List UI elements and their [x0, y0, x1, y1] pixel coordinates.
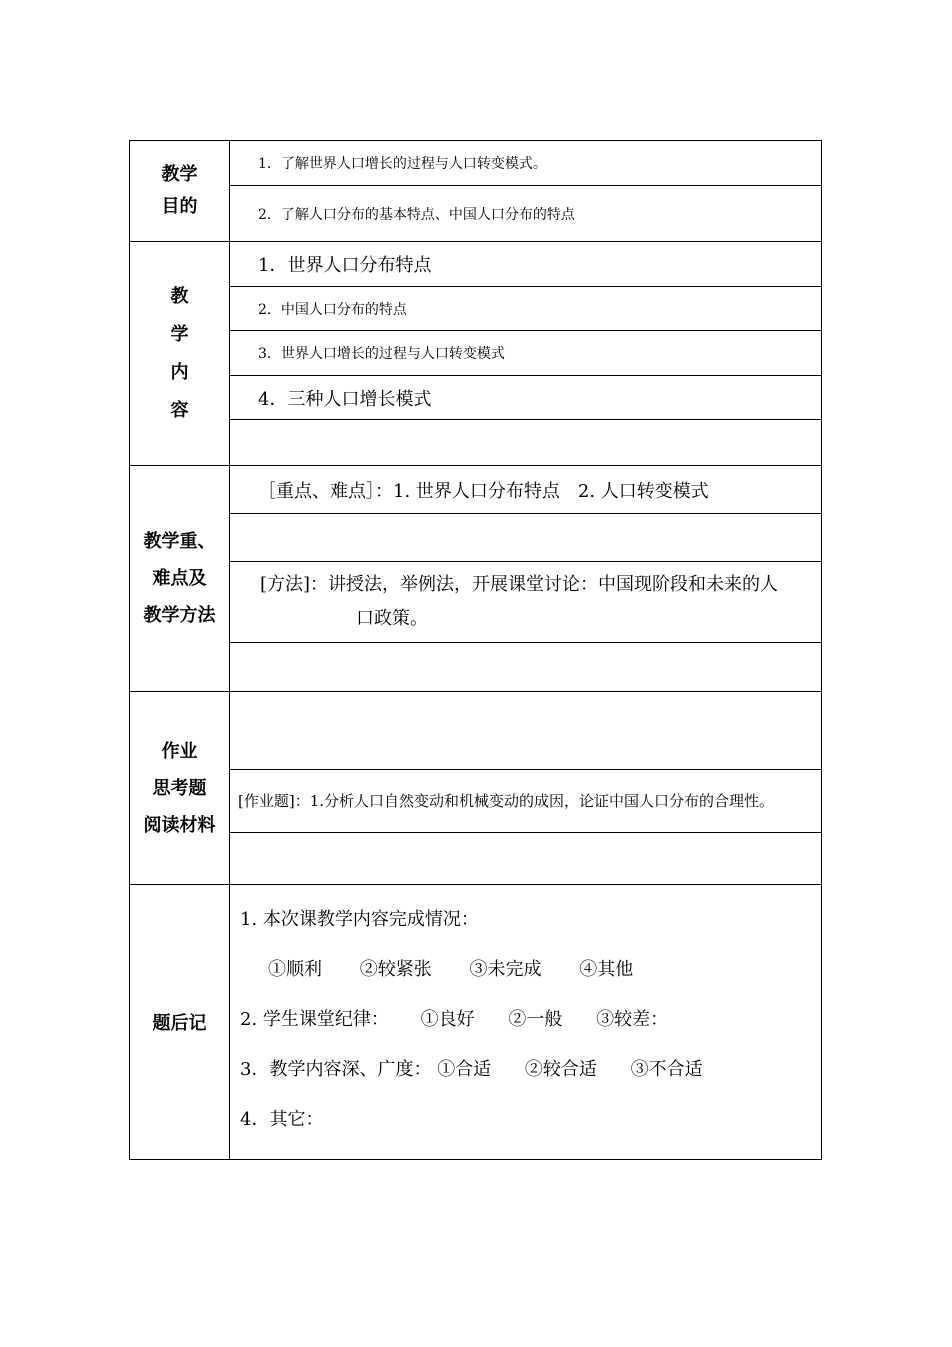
content-item-1: 1．世界人口分布特点	[230, 242, 822, 287]
notes-q1	[240, 895, 813, 945]
focus-row-1	[130, 466, 822, 514]
notes-q2	[240, 995, 813, 1045]
content-row-3	[130, 331, 822, 376]
homework-label-line-3: 阅读材料	[143, 814, 216, 836]
q3-option-2: ②较合适	[524, 1059, 597, 1080]
q2-option-2: ②一般	[508, 1009, 563, 1030]
objectives-label-line-2: 目的	[161, 196, 198, 217]
q1-option-1: ①顺利	[268, 959, 322, 980]
objectives-row-1	[130, 141, 822, 186]
content-label-line-3: 内	[170, 361, 189, 383]
homework-row-1	[130, 692, 822, 770]
content-item-3: 3．世界人口增长的过程与人口转变模式	[230, 331, 822, 376]
homework-label-line-1: 作业	[161, 740, 198, 762]
notes-q1-options	[240, 945, 813, 995]
content-row-5	[130, 420, 822, 466]
q3-option-1: ①合适	[437, 1059, 492, 1080]
objectives-label	[130, 141, 230, 242]
objective-item-2: 2．了解人口分布的基本特点、中国人口分布的特点	[230, 186, 822, 242]
teaching-method-line-2: 口政策。	[356, 608, 428, 629]
focus-empty-cell-2	[230, 643, 822, 692]
objectives-row-2	[130, 186, 822, 242]
homework-label-line-2: 思考题	[152, 777, 207, 799]
notes-q4-text: 4．其它：	[240, 1109, 324, 1130]
content-item-4: 4．三种人口增长模式	[230, 376, 822, 420]
focus-label-line-2: 难点及	[152, 568, 207, 589]
notes-q1-text: 1. 本次课教学内容完成情况：	[240, 909, 479, 930]
content-row-2	[130, 287, 822, 331]
q2-option-1: ①良好	[420, 1009, 475, 1030]
notes-row	[130, 885, 822, 1160]
q1-option-2: ②较紧张	[359, 959, 432, 980]
content-label-line-4: 容	[170, 399, 189, 421]
teaching-method	[230, 562, 822, 643]
focus-empty-cell-1	[230, 514, 822, 562]
homework-label	[130, 692, 230, 885]
q1-option-3: ③未完成	[469, 959, 542, 980]
homework-row-3	[130, 833, 822, 885]
lesson-plan-table	[129, 140, 822, 1160]
content-row-1	[130, 242, 822, 287]
q3-option-3: ③不合适	[630, 1059, 703, 1080]
focus-label-line-1: 教学重、	[143, 531, 216, 552]
content-item-5	[230, 420, 822, 466]
content-label-line-1: 教	[170, 285, 189, 307]
objective-item-1: 1．了解世界人口增长的过程与人口转变模式。	[230, 141, 822, 186]
notes-q4	[240, 1095, 813, 1145]
homework-text: [作业题]：1.分析人口自然变动和机械变动的成因，论证中国人口分布的合理性。	[230, 770, 822, 833]
teaching-method-line-1: [方法]：讲授法，举例法，开展课堂讨论：中国现阶段和未来的人	[260, 574, 779, 595]
key-points: ［重点、难点］：1. 世界人口分布特点 2. 人口转变模式	[230, 466, 822, 514]
homework-empty-cell-2	[230, 833, 822, 885]
focus-label-line-3: 教学方法	[143, 605, 216, 626]
q1-option-4: ④其他	[579, 959, 634, 980]
content-label-line-2: 学	[170, 323, 189, 345]
notes-q2-text: 2. 学生课堂纪律：	[240, 1009, 389, 1030]
focus-row-2	[130, 514, 822, 562]
content-row-4	[130, 376, 822, 420]
notes-q3-text: 3．教学内容深、广度：	[240, 1059, 432, 1080]
homework-row-2	[130, 770, 822, 833]
objectives-label-line-1: 教学	[161, 164, 198, 185]
q2-option-3: ③较差：	[596, 1009, 669, 1030]
notes-q3	[240, 1045, 813, 1095]
focus-row-3	[130, 562, 822, 643]
focus-label	[130, 466, 230, 692]
notes-label: 题后记	[130, 885, 230, 1160]
homework-empty-cell-1	[230, 692, 822, 770]
content-item-2: 2．中国人口分布的特点	[230, 287, 822, 331]
notes-content	[230, 885, 822, 1160]
focus-row-4	[130, 643, 822, 692]
content-label	[130, 242, 230, 466]
